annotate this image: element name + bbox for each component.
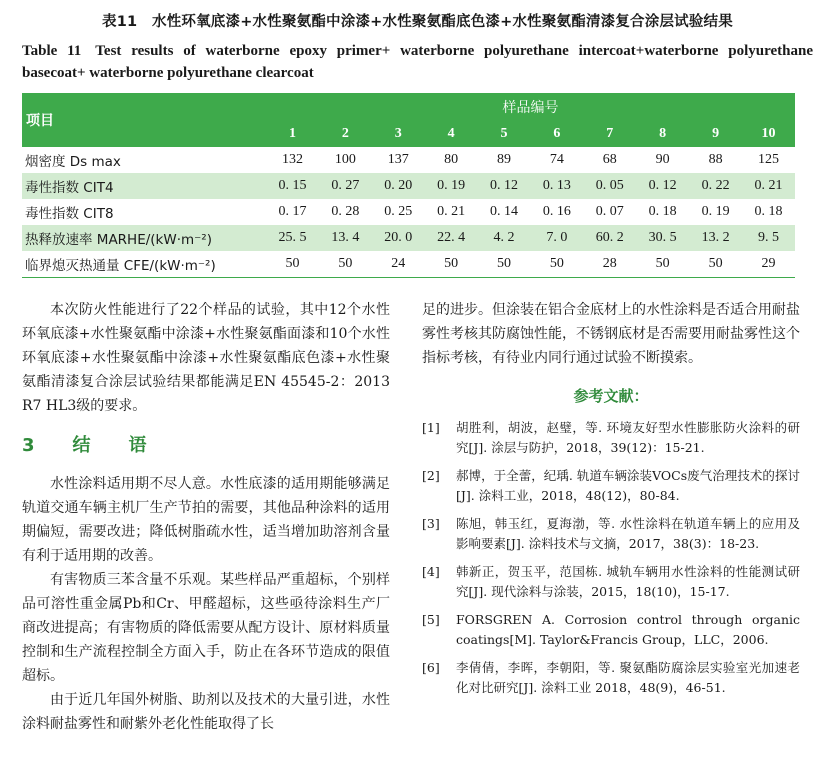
table-cell: 0. 07 [595, 204, 624, 219]
row-label: 烟密度 Ds max [25, 154, 121, 170]
results-table [22, 93, 795, 278]
table-cell: 60. 2 [583, 225, 636, 251]
table-row [22, 147, 795, 173]
table-cell: 0. 16 [542, 204, 571, 219]
table-cell: 50 [425, 251, 478, 278]
table-cell: 0. 19 [701, 204, 730, 219]
table-cell: 88 [708, 152, 723, 167]
paragraph: 水性涂料适用期不尽人意。水性底漆的适用期能够满足轨道交通车辆主机厂生产节拍的需要，其他品种涂料的适用期偏短，需要改进；降低树脂疏水性，适当增加助溶剂含量有利于适用期的改善。 [22, 476, 390, 564]
table-cell: 90 [655, 152, 670, 167]
table-cell: 24 [372, 251, 425, 278]
table-cell: 50 [689, 251, 742, 278]
table-cell: 7. 0 [530, 225, 583, 251]
table-cell: 50 [530, 251, 583, 278]
table-row [22, 199, 795, 225]
sample-number-4: 4 [425, 120, 478, 147]
table-cell: 13. 2 [689, 225, 742, 251]
item-header: 项目 [22, 93, 266, 147]
table-cell: 25. 5 [266, 225, 319, 251]
table-cell: 50 [478, 251, 531, 278]
table-cell: 68 [602, 152, 617, 167]
sample-number-7: 7 [583, 120, 636, 147]
table-row [22, 173, 795, 199]
paragraph: 本次防火性能进行了22个样品的试验，其中12个水性环氧底漆+水性聚氨酯中涂漆+水性聚氨酯面漆和10个水性环氧底漆+水性聚氨酯中涂漆+水性聚氨酯底色漆+水性聚氨酯清漆复合涂层试验结果都能满足EN 45545-2：2013 R7 HL3级的要求。 [22, 302, 390, 414]
sample-number-10: 10 [742, 120, 795, 147]
table-cell: 74 [549, 152, 564, 167]
table-cell: 132 [281, 152, 303, 167]
reference-item [422, 658, 800, 698]
table-cell: 20. 0 [372, 225, 425, 251]
reference-item [422, 610, 800, 650]
table-cell: 89 [497, 152, 511, 167]
references-title: 参考文献： [573, 387, 649, 405]
table-row [22, 225, 795, 251]
row-label: 热释放速率 MARHE/(kW·m⁻²) [22, 225, 266, 251]
table-cell: 0. 14 [490, 204, 518, 219]
reference-number: [1] [422, 420, 440, 435]
table-cell: 0. 17 [278, 204, 307, 219]
sample-number-6: 6 [530, 120, 583, 147]
sample-number-8: 8 [636, 120, 689, 147]
table-caption-cn: 表11 水性环氧底漆+水性聚氨酯中涂漆+水性聚氨酯底色漆+水性聚氨酯清漆复合涂层试验结果 [102, 14, 733, 30]
table-caption-en [22, 40, 813, 84]
table-cell: 30. 5 [636, 225, 689, 251]
reference-text: 郝博，于全蕾，纪瑀. 轨道车辆涂装VOCs废气治理技术的探讨[J]. 涂料工业，2018，48(12)，80-84. [456, 468, 800, 503]
table-cell: 0. 18 [648, 204, 677, 219]
reference-text: FORSGREN A. Corrosion control through organic coatings[M]. Taylor&Francis Group，LLC，2006. [456, 612, 800, 647]
table-cell: 0. 21 [437, 204, 466, 219]
table-cell: 0. 25 [384, 204, 413, 219]
references-list [422, 418, 800, 698]
reference-text: 胡胜利，胡波，赵璧，等. 环境友好型水性膨胀防火涂料的研究[J]. 涂层与防护，2018，39(12)：15-21. [456, 420, 800, 455]
table-cell: 0. 12 [478, 173, 531, 199]
table-cell: 0. 18 [754, 204, 783, 219]
table-cell: 28 [583, 251, 636, 278]
table-cell: 0. 19 [425, 173, 478, 199]
table-cell: 9. 5 [742, 225, 795, 251]
table-cell: 0. 28 [331, 204, 360, 219]
reference-item [422, 514, 800, 554]
reference-item [422, 466, 800, 506]
sample-number-9: 9 [689, 120, 742, 147]
left-column [22, 298, 390, 736]
table-caption-en-text: Test results of waterborne epoxy primer+ waterborne polyurethane intercoat+waterborne polyurethane basecoat+ waterborne polyurethane clearcoat [22, 43, 814, 81]
table-cell: 137 [387, 152, 409, 167]
row-label: 毒性指数 CIT8 [25, 206, 114, 222]
table-cell: 0. 21 [742, 173, 795, 199]
reference-number: [2] [422, 468, 440, 483]
table-cell: 0. 05 [583, 173, 636, 199]
reference-number: [3] [422, 516, 440, 531]
reference-item [422, 418, 800, 458]
sample-group-header: 样品编号 [266, 93, 795, 120]
table-cell: 13. 4 [319, 225, 372, 251]
table-cell: 50 [636, 251, 689, 278]
table-cell: 29 [742, 251, 795, 278]
paragraph: 由于近几年国外树脂、助剂以及技术的大量引进，水性涂料耐盐雾性和耐紫外老化性能取得了长 [22, 692, 390, 732]
table-cell: 0. 15 [266, 173, 319, 199]
table-cell: 0. 20 [372, 173, 425, 199]
table-cell: 0. 13 [530, 173, 583, 199]
reference-number: [5] [422, 612, 440, 627]
table-caption-en-label: Table 11 [22, 43, 82, 59]
table-cell: 50 [319, 251, 372, 278]
reference-item [422, 562, 800, 602]
paragraph: 有害物质三苯含量不乐观。某些样品严重超标，个别样品可溶性重金属Pb和Cr、甲醛超标，这些亟待涂料生产厂商改进提高；有害物质的降低需要从配方设计、原材料质量控制和生产流程控制全方面入手，防止在各环节造成的限值超标。 [22, 572, 390, 684]
table-cell: 22. 4 [425, 225, 478, 251]
sample-number-3: 3 [372, 120, 425, 147]
paragraph: 足的进步。但涂装在铝合金底材上的水性涂料是否适合用耐盐雾性考核其防腐蚀性能，不锈钢底材是否需要用耐盐雾性这个指标考核，有待业内同行通过试验不断摸索。 [422, 302, 800, 366]
reference-number: [4] [422, 564, 440, 579]
section-heading: 3 结 语 [22, 435, 157, 456]
table-cell: 0. 22 [689, 173, 742, 199]
row-label: 毒性指数 CIT4 [22, 173, 266, 199]
table-cell: 100 [334, 152, 356, 167]
sample-number-5: 5 [478, 120, 531, 147]
reference-text: 陈旭，韩玉红，夏海渤，等. 水性涂料在轨道车辆上的应用及影响要素[J]. 涂料技术与文摘，2017，38(3)：18-23. [456, 516, 800, 551]
table-cell: 125 [758, 152, 779, 167]
table-cell: 80 [444, 152, 459, 167]
sample-number-2: 2 [319, 120, 372, 147]
table-cell: 0. 12 [636, 173, 689, 199]
sample-number-1: 1 [266, 120, 319, 147]
reference-number: [6] [422, 660, 440, 675]
right-column [422, 298, 800, 706]
reference-text: 韩新正，贺玉平，范国栋. 城轨车辆用水性涂料的性能测试研究[J]. 现代涂料与涂装，2015，18(10)，15-17. [456, 564, 800, 599]
table-cell: 4. 2 [478, 225, 531, 251]
row-label: 临界熄灭热通量 CFE/(kW·m⁻²) [22, 251, 266, 278]
table-cell: 50 [266, 251, 319, 278]
table-cell: 0. 27 [319, 173, 372, 199]
table-row [22, 251, 795, 278]
reference-text: 李倩倩，李晖，李朝阳，等. 聚氨酯防腐涂层实验室光加速老化对比研究[J]. 涂料工业 2018，48(9)，46-51. [456, 660, 800, 695]
